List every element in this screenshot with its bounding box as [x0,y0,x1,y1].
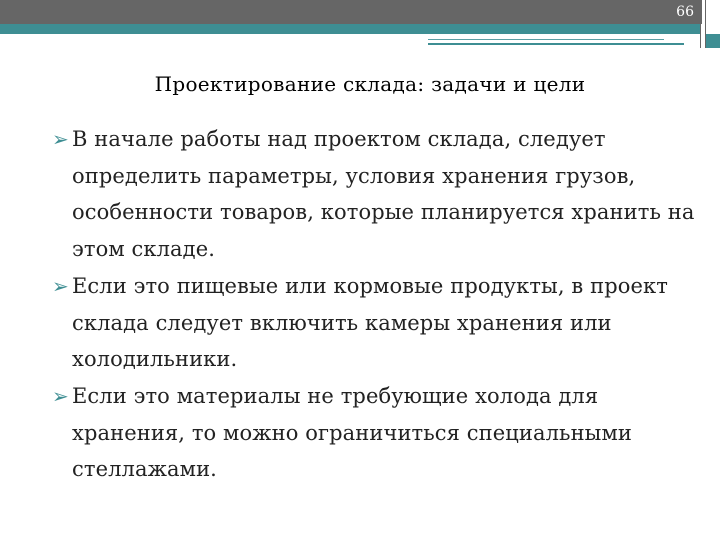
bullet-text: Если это материалы не требующие холода для хранения, то можно ограничиться специальными стеллажами. [72,383,633,482]
arrow-check-icon: ➢ [52,127,69,151]
corner-accent [706,34,720,48]
decorative-line [428,39,664,40]
bullet-item [52,121,702,268]
page-number: 66 [676,4,694,20]
bullet-text: Если это пищевые или кормовые продукты, в проект склада следует включить камеры хранения или холодильники. [72,273,668,372]
bullet-item [52,268,702,378]
header-accent-band [0,24,700,34]
decorative-line [428,43,684,45]
bullet-item [52,378,702,488]
arrow-check-icon: ➢ [52,273,69,298]
bullet-list [52,121,702,488]
corner-divider [700,0,701,48]
header-band [0,0,720,24]
corner-divider [705,0,706,48]
arrow-check-icon: ➢ [52,383,69,408]
slide-title: Проектирование склада: задачи и цели [154,72,586,96]
bullet-text: В начале работы над проектом склада, следует определить параметры, условия хранения грузов, особенности товаров, которые планируется хранить на этом складе. [72,127,695,262]
